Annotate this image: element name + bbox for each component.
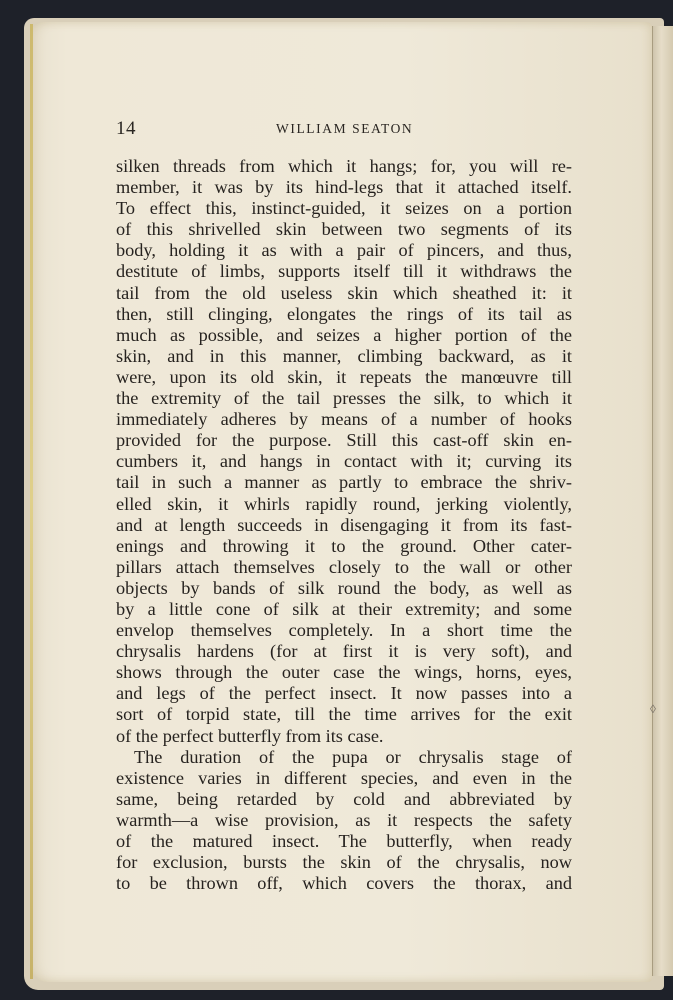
text-line: member, it was by its hind-legs that it attached itself. <box>116 177 572 198</box>
text-line: of the matured insect. The butterfly, when ready <box>116 831 572 851</box>
text-line: of the perfect butterfly from its case. <box>116 725 384 746</box>
text-line: the extremity of the tail presses the silk, to which it <box>116 388 572 409</box>
text-line: pillars attach themselves closely to the wall or other <box>116 556 572 577</box>
text-line: by a little cone of silk at their extremity; and some <box>116 598 572 619</box>
margin-mark-icon: ◊ <box>650 702 656 716</box>
text-line: envelop themselves completely. In a short time the <box>116 620 572 641</box>
text-line: tail from the old useless skin which sheathed it: it <box>116 282 572 303</box>
text-line: sort of torpid state, till the time arrives for the exit <box>116 704 572 725</box>
text-line: enings and throwing it to the ground. Other cater- <box>116 535 572 556</box>
text-line: same, being retarded by cold and abbreviated by <box>116 788 572 809</box>
text-line: shows through the outer case the wings, horns, eyes, <box>116 662 572 683</box>
text-line: silken threads from which it hangs; for, you will re- <box>116 156 572 176</box>
text-line: and legs of the perfect insect. It now passes into a <box>116 683 572 704</box>
spine-gilt-edge <box>30 24 33 979</box>
text-line: tail in such a manner as partly to embrace the shriv- <box>116 472 572 493</box>
running-title: WILLIAM SEATON <box>276 121 414 136</box>
page-header <box>116 118 572 142</box>
text-line: skin, and in this manner, climbing backward, as it <box>116 345 572 366</box>
text-line: warmth—a wise provision, as it respects the safety <box>116 809 572 830</box>
body-text <box>116 156 572 894</box>
text-line: body, holding it as with a pair of pincers, and thus, <box>116 240 572 261</box>
text-line: of this shrivelled skin between two segments of its <box>116 219 572 240</box>
next-page-edge <box>652 26 673 976</box>
text-line: cumbers it, and hangs in contact with it; curving its <box>116 451 572 472</box>
text-line: chrysalis hardens (for at first it is very soft), and <box>116 641 572 662</box>
text-line: much as possible, and seizes a higher portion of the <box>116 324 572 345</box>
text-line: The duration of the pupa or chrysalis stage of <box>134 746 572 767</box>
text-line: elled skin, it whirls rapidly round, jerking violently, <box>116 493 572 514</box>
text-line: were, upon its old skin, it repeats the manœuvre till <box>116 366 572 387</box>
text-line: and at length succeeds in disengaging it from its fast- <box>116 514 572 535</box>
text-line: for exclusion, bursts the skin of the chrysalis, now <box>116 852 572 873</box>
text-line: immediately adheres by means of a number of hooks <box>116 409 572 430</box>
text-line: destitute of limbs, supports itself till it withdraws the <box>116 261 572 282</box>
text-line: To effect this, instinct-guided, it seizes on a portion <box>116 198 572 219</box>
text-line: objects by bands of silk round the body, as well as <box>116 577 572 598</box>
page-number: 14 <box>116 118 136 139</box>
text-line: to be thrown off, which covers the thorax, and <box>116 873 572 894</box>
text-line: then, still clinging, elongates the rings of its tail as <box>116 303 572 324</box>
text-line: provided for the purpose. Still this cast-off skin en- <box>116 430 572 451</box>
text-line: existence varies in different species, and even in the <box>116 767 572 788</box>
